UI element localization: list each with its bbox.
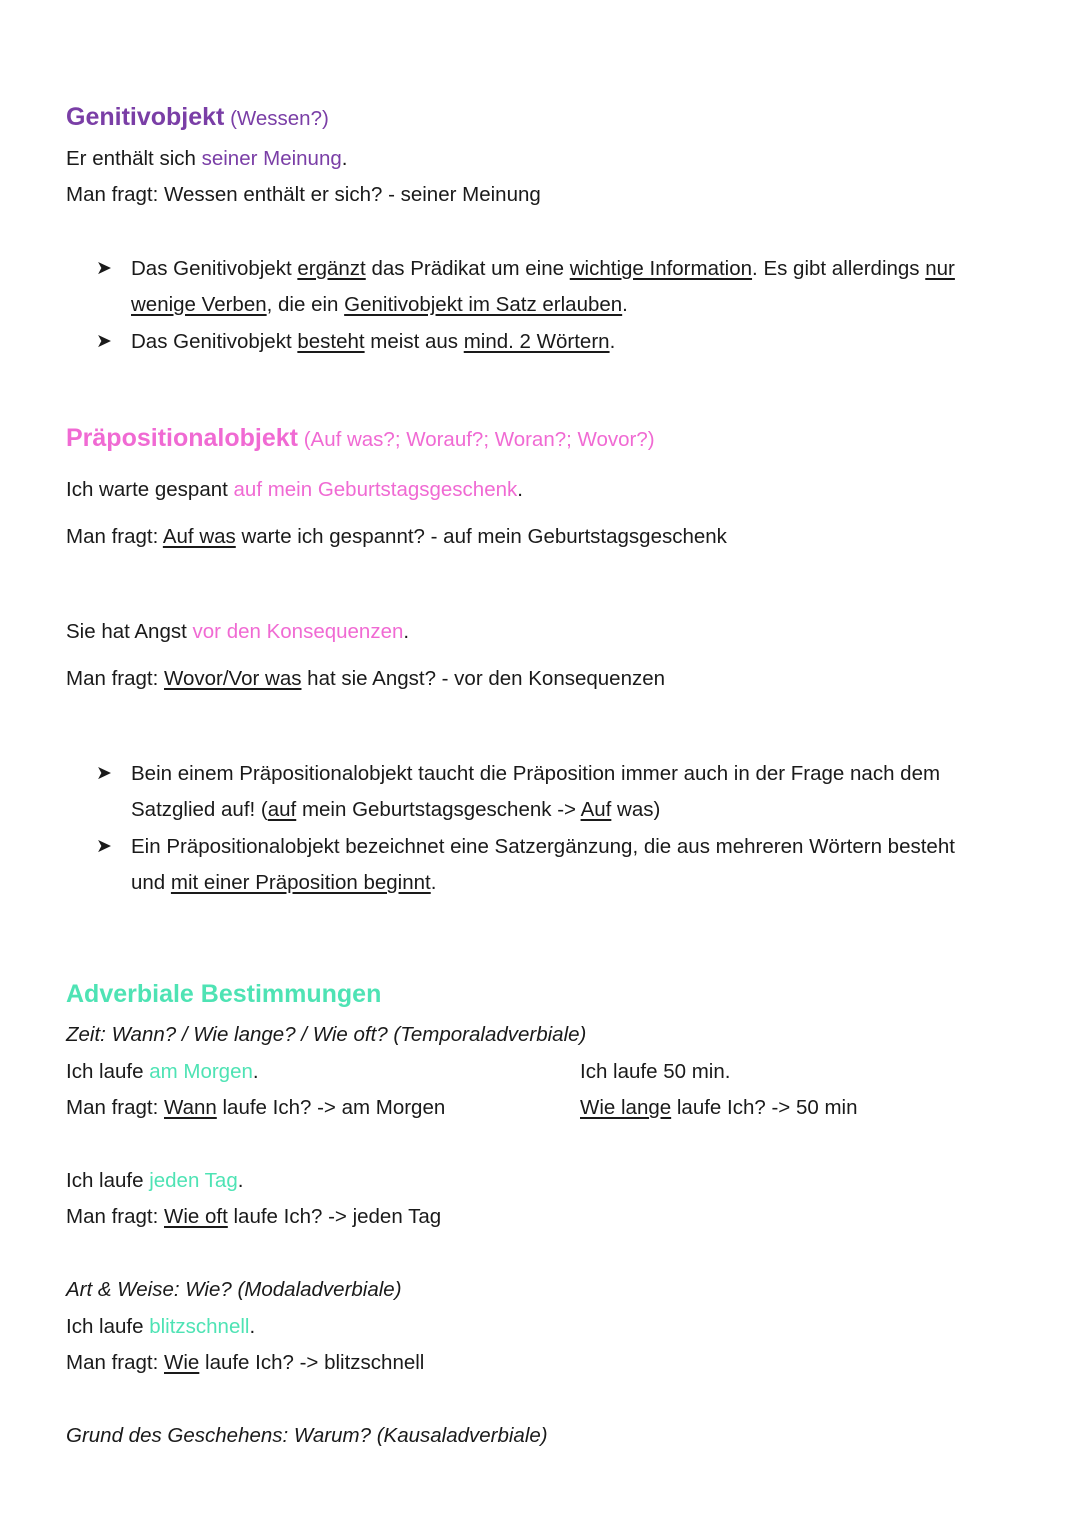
example-text: .: [341, 147, 348, 170]
genitiv-title: Genitivobjekt: [66, 103, 225, 131]
underlined-term: mind. 2 Wörtern: [463, 330, 610, 353]
praep-title: Präpositionalobjekt: [66, 424, 298, 452]
genitiv-bullet-2: [131, 329, 615, 355]
adv-art-label: Art & Weise: Wie? (Modaladverbiale): [66, 1278, 402, 1301]
example-text: .: [237, 1169, 244, 1192]
bullet-text: , die ein: [266, 293, 345, 316]
praep-heading: [66, 425, 655, 453]
ask-text: Man fragt:: [66, 525, 163, 548]
ask-text: laufe Ich? -> am Morgen: [216, 1096, 446, 1119]
underlined-term: Auf: [580, 798, 612, 821]
ask-text: Man fragt:: [66, 667, 164, 690]
praep-bullet-2-line-1: Ein Präpositionalobjekt bezeichnet eine Satzergänzung, die aus mehreren Wörtern besteht: [131, 835, 955, 858]
genitiv-bullet-1-line-2: [131, 292, 628, 318]
bullet-text: .: [609, 330, 616, 353]
ask-text: Man fragt:: [66, 1096, 164, 1119]
example-text: Sie hat Angst: [66, 620, 193, 643]
underlined-term: auf: [267, 798, 297, 821]
example-text: Ich laufe: [66, 1060, 150, 1083]
praep-question: (Auf was?; Worauf?; Woran?; Wovor?): [303, 428, 655, 451]
example-text: Er enthält sich: [66, 147, 202, 170]
example-text: .: [249, 1315, 256, 1338]
ask-text: hat sie Angst? - vor den Konsequenzen: [301, 667, 666, 690]
genitiv-heading: [66, 104, 329, 132]
underlined-term: Wie oft: [164, 1205, 228, 1228]
arrowhead-bullet-icon: ➤: [96, 763, 112, 784]
adv-example-1: [66, 1059, 259, 1085]
adv-highlight: blitzschnell: [149, 1315, 250, 1338]
underlined-term: wichtige Information: [569, 257, 753, 280]
bullet-text: Das Genitivobjekt: [131, 257, 298, 280]
ask-text: laufe Ich? -> blitzschnell: [199, 1351, 425, 1374]
praep-ask-2: [66, 666, 665, 692]
bullet-text: Das Genitivobjekt: [131, 330, 298, 353]
bullet-text: Satzglied auf! (: [131, 798, 268, 821]
example-text: Ich warte gespant: [66, 478, 234, 501]
genitiv-bullet-1-line-1: [131, 256, 955, 282]
ask-text: laufe Ich? -> 50 min: [671, 1096, 858, 1119]
bullet-text: mein Geburtstagsgeschenk ->: [296, 798, 581, 821]
underlined-term: Wie lange: [580, 1096, 672, 1119]
genitiv-highlight: seiner Meinung: [201, 147, 342, 170]
example-text: .: [517, 478, 523, 501]
praep-example-1: [66, 477, 523, 503]
underlined-term: ergänzt: [297, 257, 366, 280]
example-text: .: [252, 1060, 259, 1083]
arrowhead-bullet-icon: ➤: [96, 258, 112, 279]
praep-highlight: auf mein Geburtstagsgeschenk: [233, 478, 518, 501]
underlined-term: wenige Verben: [131, 293, 267, 316]
genitiv-ask: Man fragt: Wessen enthält er sich? - seiner Meinung: [66, 183, 541, 206]
ask-text: warte ich gespannt? - auf mein Geburtstagsgeschenk: [235, 525, 727, 548]
example-text: Ich laufe: [66, 1169, 150, 1192]
underlined-term: nur: [925, 257, 955, 280]
adv-example-2: Ich laufe 50 min.: [580, 1060, 731, 1083]
arrowhead-bullet-icon: ➤: [96, 331, 112, 352]
adv-example-3: [66, 1168, 243, 1194]
adv-heading: [66, 981, 381, 1009]
underlined-term: Auf was: [162, 525, 236, 548]
adv-ask-1: [66, 1095, 445, 1121]
underlined-term: besteht: [297, 330, 365, 353]
example-text: Ich laufe: [66, 1315, 150, 1338]
praep-highlight: vor den Konsequenzen: [192, 620, 404, 643]
praep-bullet-2-line-2: [131, 870, 436, 896]
underlined-term: mit einer Präposition beginnt: [170, 871, 431, 894]
adv-highlight: jeden Tag: [149, 1169, 238, 1192]
bullet-text: meist aus: [364, 330, 464, 353]
adv-ask-3: [66, 1204, 441, 1230]
praep-ask-1: [66, 524, 727, 550]
praep-bullet-1-line-2: [131, 797, 660, 823]
ask-text: Man fragt:: [66, 1205, 164, 1228]
adv-grund-label: Grund des Geschehens: Warum? (Kausaladverbiale): [66, 1424, 548, 1447]
arrowhead-bullet-icon: ➤: [96, 836, 112, 857]
example-text: .: [403, 620, 410, 643]
underlined-term: Wann: [164, 1096, 217, 1119]
genitiv-example: [66, 146, 347, 172]
bullet-text: was): [611, 798, 661, 821]
genitiv-question: (Wessen?): [230, 107, 329, 130]
adv-title: Adverbiale Bestimmungen: [66, 980, 382, 1008]
ask-text: laufe Ich? -> jeden Tag: [227, 1205, 442, 1228]
bullet-text: .: [430, 871, 437, 894]
praep-bullet-1-line-1: Bein einem Präpositionalobjekt taucht die Präposition immer auch in der Frage nach dem: [131, 762, 941, 785]
adv-ask-4: [66, 1350, 424, 1376]
adv-ask-2: [580, 1095, 857, 1121]
bullet-text: .: [622, 293, 628, 316]
bullet-text: . Es gibt allerdings: [752, 257, 926, 280]
adv-example-4: [66, 1314, 255, 1340]
underlined-term: Wovor/Vor was: [164, 667, 302, 690]
praep-example-2: [66, 619, 409, 645]
bullet-text: und: [131, 871, 171, 894]
adv-zeit-label: Zeit: Wann? / Wie lange? / Wie oft? (Temporaladverbiale): [66, 1023, 587, 1046]
bullet-text: das Prädikat um eine: [365, 257, 570, 280]
ask-text: Man fragt:: [66, 1351, 164, 1374]
adv-highlight: am Morgen: [149, 1060, 253, 1083]
underlined-term: Wie: [164, 1351, 200, 1374]
underlined-term: Genitivobjekt im Satz erlauben: [344, 293, 623, 316]
